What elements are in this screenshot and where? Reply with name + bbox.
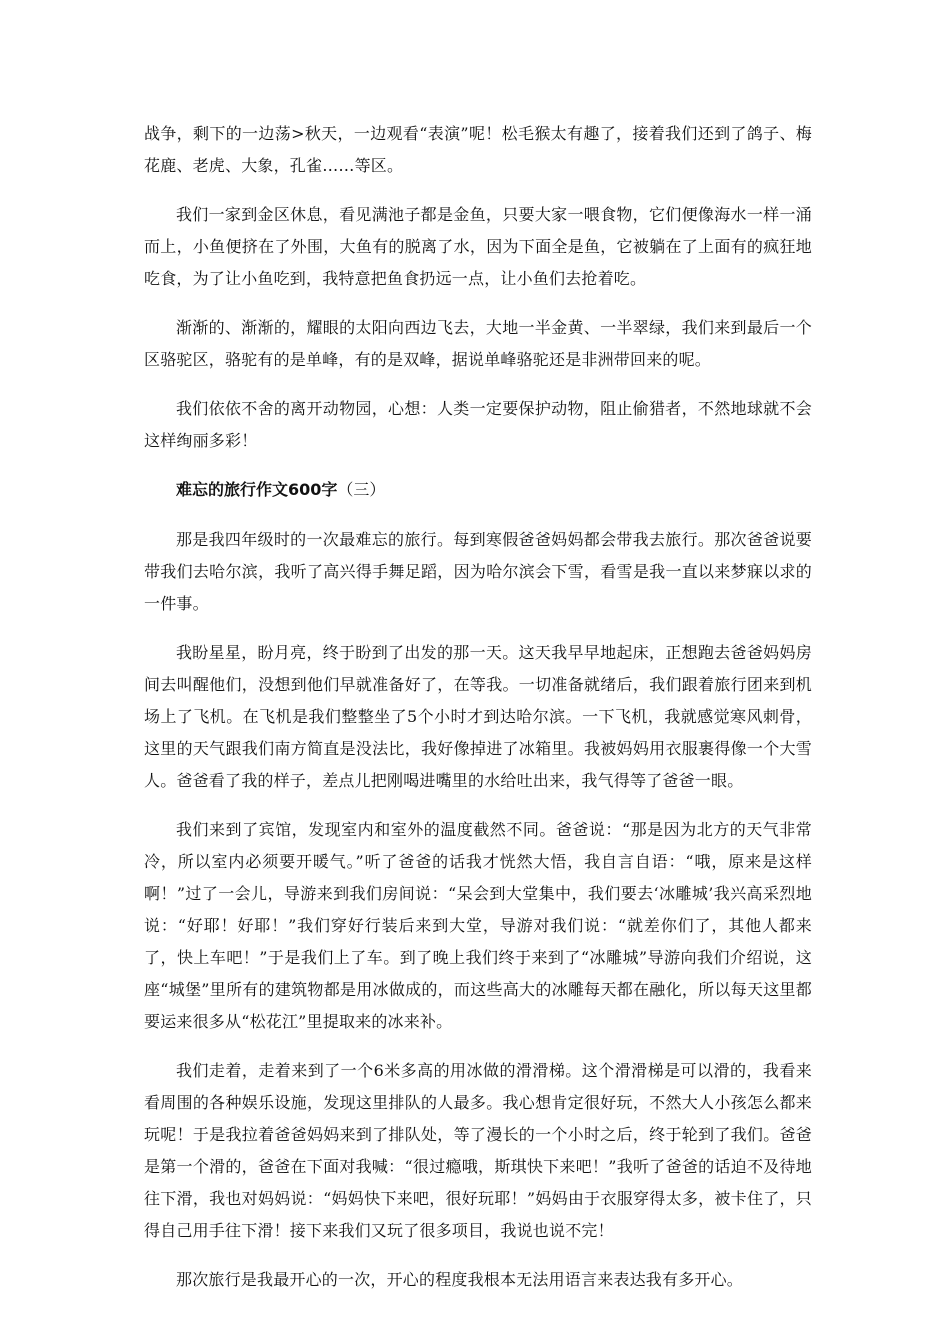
paragraph: 那次旅行是我最开心的一次，开心的程度我根本无法用语言来表达我有多开心。 xyxy=(176,1270,744,1289)
paragraph: 我们一家到金区休息，看见满池子都是金鱼，只要大家一喂食物，它们便像海水一样一涌而上，小鱼便挤在了外围，大鱼有的脱离了水，因为下面全是鱼，它被躺在了上面有的疯狂地吃食，为了让小鱼吃到，我特意把鱼食扔远一点，让小鱼们去抢着吃。 xyxy=(144,205,812,288)
paragraph: 我盼星星，盼月亮，终于盼到了出发的那一天。这天我早早地起床，正想跑去爸爸妈妈房间去叫醒他们，没想到他们早就准备好了，在等我。一切准备就绪后，我们跟着旅行团来到机场上了飞机。在飞机是我们整整坐了5个小时才到达哈尔滨。一下飞机，我就感觉寒风刺骨，这里的天气跟我们南方简直是没法比，我好像掉进了冰箱里。我被妈妈用衣服裹得像一个大雪人。爸爸看了我的样子，差点儿把刚喝进嘴里的水给吐出来，我气得等了爸爸一眼。 xyxy=(144,643,812,790)
paragraph: 渐渐的、渐渐的，耀眼的太阳向西边飞去，大地一半金黄、一半翠绿，我们来到最后一个区骆驼区，骆驼有的是单峰，有的是双峰，据说单峰骆驼还是非洲带回来的呢。 xyxy=(144,318,812,369)
paragraph: 我们依依不舍的离开动物园，心想：人类一定要保护动物，阻止偷猎者，不然地球就不会这样绚丽多彩！ xyxy=(144,399,812,450)
paragraph: 那是我四年级时的一次最难忘的旅行。每到寒假爸爸妈妈都会带我去旅行。那次爸爸说要带我们去哈尔滨，我听了高兴得手舞足蹈，因为哈尔滨会下雪，看雪是我一直以来梦寐以求的一件事。 xyxy=(144,530,812,613)
paragraph: 我们走着，走着来到了一个6米多高的用冰做的滑滑梯。这个滑滑梯是可以滑的，我看来看周围的各种娱乐设施，发现这里排队的人最多。我心想肯定很好玩，不然大人小孩怎么都来玩呢！于是我拉着爸爸妈妈来到了排队处，等了漫长的一个小时之后，终于轮到了我们。爸爸是第一个滑的，爸爸在下面对我喊：“很过瘾哦，斯琪快下来吧！”我听了爸爸的话迫不及待地往下滑，我也对妈妈说：“妈妈快下来吧，很好玩耶！”妈妈由于衣服穿得太多，被卡住了，只得自己用手往下滑！接下来我们又玩了很多项目，我说也说不完！ xyxy=(144,1061,812,1240)
section-title xyxy=(144,474,812,506)
section-title-suffix: （三） xyxy=(337,480,386,499)
section-title-main: 难忘的旅行作文600字 xyxy=(176,480,338,499)
document-body xyxy=(144,118,812,1313)
paragraph: 战争，剩下的一边荡>秋天，一边观看“表演”呢！松毛猴太有趣了，接着我们还到了鸽子、梅花鹿、老虎、大象，孔雀……等区。 xyxy=(144,124,812,175)
paragraph: 我们来到了宾馆，发现室内和室外的温度截然不同。爸爸说：“那是因为北方的天气非常冷，所以室内必须要开暖气。”听了爸爸的话我才恍然大悟，我自言自语：“哦，原来是这样啊！”过了一会儿，导游来到我们房间说：“呆会到大堂集中，我们要去‘冰雕城’我兴高采烈地说：“好耶！好耶！”我们穿好行装后来到大堂，导游对我们说：“就差你们了，其他人都来了，快上车吧！”于是我们上了车。到了晚上我们终于来到了“冰雕城”导游向我们介绍说，这座“城堡”里所有的建筑物都是用冰做成的，而这些高大的冰雕每天都在融化，所以每天这里都要运来很多从“松花江”里提取来的冰来补。 xyxy=(144,820,812,1031)
